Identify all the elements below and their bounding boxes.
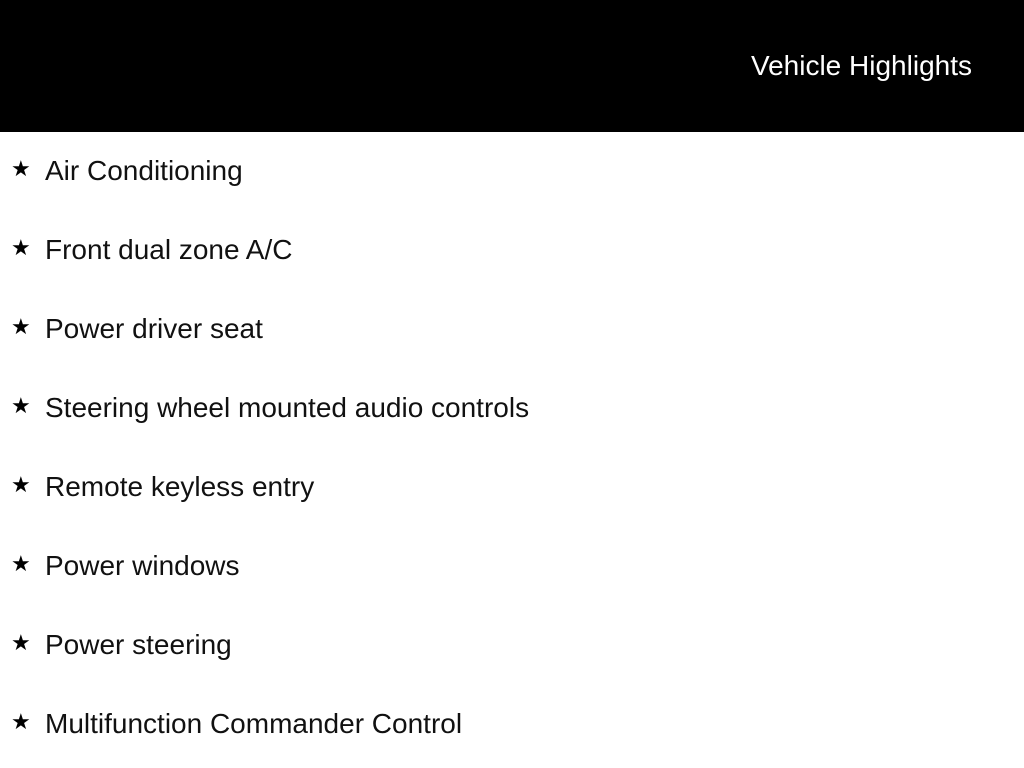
star-icon: ★ (11, 630, 31, 655)
star-icon: ★ (11, 551, 31, 576)
star-icon: ★ (11, 472, 31, 497)
highlight-label: Power driver seat (45, 313, 263, 344)
list-item (0, 448, 1024, 527)
star-icon: ★ (11, 314, 31, 339)
highlight-label: Front dual zone A/C (45, 234, 293, 265)
list-item (0, 685, 1024, 764)
highlight-label: Power windows (45, 550, 240, 581)
vehicle-highlights-list (0, 132, 1024, 764)
header-bar (0, 0, 1024, 132)
highlight-label: Remote keyless entry (45, 471, 315, 502)
highlight-label: Air Conditioning (45, 155, 243, 186)
list-item (0, 290, 1024, 369)
star-icon: ★ (11, 709, 31, 734)
highlight-label: Power steering (45, 629, 232, 660)
page-title: Vehicle Highlights (750, 50, 972, 81)
star-icon: ★ (11, 393, 31, 418)
highlight-label: Multifunction Commander Control (45, 708, 463, 739)
list-item (0, 132, 1024, 211)
star-icon: ★ (11, 235, 31, 260)
list-item (0, 211, 1024, 290)
list-item (0, 369, 1024, 448)
star-icon: ★ (11, 156, 31, 181)
list-item (0, 527, 1024, 606)
highlight-label: Steering wheel mounted audio controls (45, 392, 530, 423)
list-item (0, 606, 1024, 685)
